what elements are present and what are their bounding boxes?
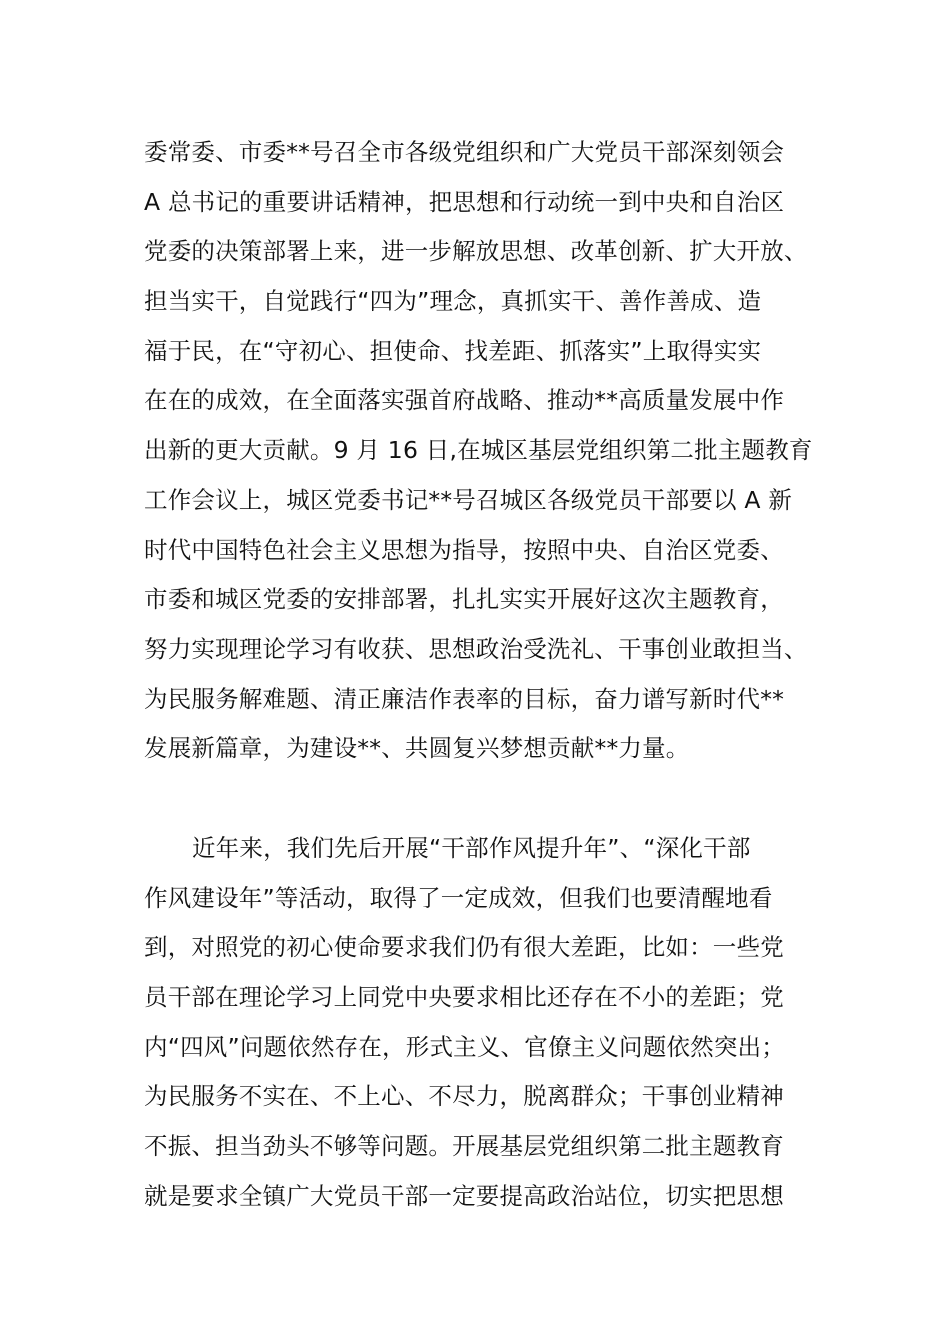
paragraph-2 [144,824,824,1222]
text-line: 工作会议上，城区党委书记**号召城区各级党员干部要以 A 新 [144,485,793,514]
text-line: 时代中国特色社会主义思想为指导，按照中央、自治区党委、 [144,535,784,564]
text-line: 在在的成效，在全面落实强首府战略、推动**高质量发展中作 [144,386,785,415]
text-line: 为民服务解难题、清正廉洁作表率的目标，奋力谱写新时代** [144,684,785,713]
text-line: 出新的更大贡献。9 月 16 日,在城区基层党组织第二批主题教育 [144,436,813,465]
text-line: 为民服务不实在、不上心、不尽力，脱离群众；干事创业精神 [144,1082,784,1111]
text-line: 担当实干，自觉践行“四为”理念，真抓实干、善作善成、造 [144,287,762,316]
text-line: 发展新篇章，为建设**、共圆复兴梦想贡献**力量。 [144,734,690,763]
text-line: A 总书记的重要讲话精神，把思想和行动统一到中央和自治区 [144,187,785,216]
text-line: 内“四风”问题依然存在，形式主义、官僚主义问题依然突出； [144,1032,785,1061]
text-line: 市委和城区党委的安排部署，扎扎实实开展好这次主题教育， [144,585,784,614]
text-line: 党委的决策部署上来，进一步解放思想、改革创新、扩大开放、 [144,237,808,266]
paragraph-1 [144,128,824,774]
text-line: 到，对照党的初心使命要求我们仍有很大差距，比如：一些党 [144,933,784,962]
text-line: 就是要求全镇广大党员干部一定要提高政治站位，切实把思想 [144,1181,784,1210]
text-line-first-indented: 近年来，我们先后开展“干部作风提升年”、“深化干部 [192,834,751,862]
text-line: 努力实现理论学习有收获、思想政治受洗礼、干事创业敢担当、 [144,634,808,663]
text-line: 不振、担当劲头不够等问题。开展基层党组织第二批主题教育 [144,1132,784,1161]
text-line: 员干部在理论学习上同党中央要求相比还存在不小的差距；党 [144,983,784,1012]
text-line: 作风建设年”等活动，取得了一定成效，但我们也要清醒地看 [144,883,773,912]
text-line: 委常委、市委**号召全市各级党组织和广大党员干部深刻领会 [144,138,785,166]
text-line: 福于民，在“守初心、担使命、找差距、抓落实”上取得实实 [144,336,762,365]
